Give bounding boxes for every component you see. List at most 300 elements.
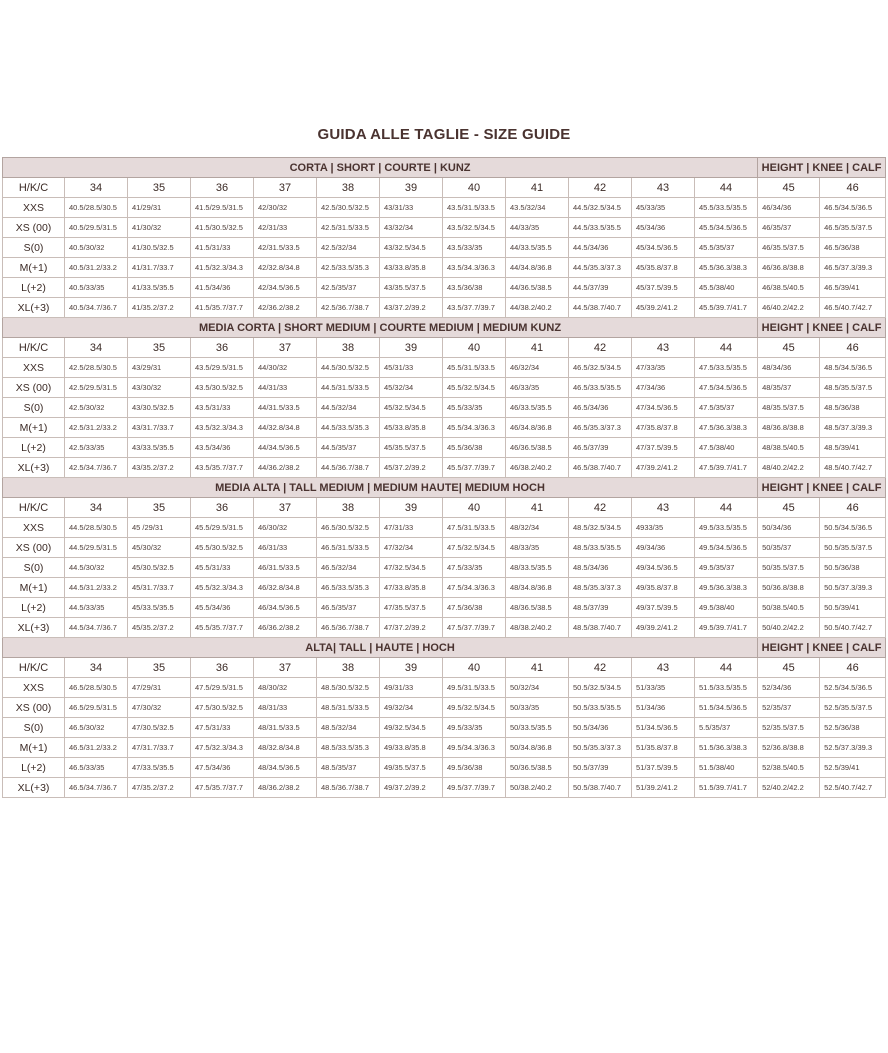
size-header: 41 xyxy=(506,178,569,198)
measurement-cell: 46/35/37 xyxy=(758,218,820,238)
table-row xyxy=(3,458,886,478)
measurement-cell: 40.5/28.5/30.5 xyxy=(65,198,128,218)
measurement-cell: 42.5/31.2/33.2 xyxy=(65,418,128,438)
measurement-cell: 44/33/35 xyxy=(506,218,569,238)
measurement-cell: 44/34.8/36.8 xyxy=(506,258,569,278)
measurement-cell: 41.5/30.5/32.5 xyxy=(191,218,254,238)
measurement-cell: 47/33.8/35.8 xyxy=(380,578,443,598)
measurement-cell: 40.5/30/32 xyxy=(65,238,128,258)
measurement-cell: 52/40.2/42.2 xyxy=(758,778,820,798)
measurement-cell: 43.5/32/34 xyxy=(506,198,569,218)
measurement-cell: 46/36.2/38.2 xyxy=(254,618,317,638)
measurement-cell: 50.5/37.3/39.3 xyxy=(820,578,886,598)
measurement-cell: 45/35.5/37.5 xyxy=(380,438,443,458)
size-header: 42 xyxy=(569,498,632,518)
measurement-cell: 49/34.5/36.5 xyxy=(632,558,695,578)
measurement-cell: 47.5/39.7/41.7 xyxy=(695,458,758,478)
measurement-cell: 44.5/28.5/30.5 xyxy=(65,518,128,538)
measurement-cell: 49/32.5/34.5 xyxy=(380,718,443,738)
table-row xyxy=(3,778,886,798)
measurement-cell: 41/30/32 xyxy=(128,218,191,238)
measurement-cell: 45/32.5/34.5 xyxy=(380,398,443,418)
measurement-cell: 48.5/35/37 xyxy=(317,758,380,778)
section-title: MEDIA ALTA | TALL MEDIUM | MEDIUM HAUTE| MEDIUM HOCH xyxy=(3,478,758,498)
measurement-cell: 51.5/33.5/35.5 xyxy=(695,678,758,698)
size-header: 35 xyxy=(128,658,191,678)
measurement-cell: 46.5/39/41 xyxy=(820,278,886,298)
measurement-cell: 46.5/38.7/40.7 xyxy=(569,458,632,478)
size-label: L(+2) xyxy=(3,758,65,778)
size-header: 45 xyxy=(758,658,820,678)
size-label: XS (00) xyxy=(3,698,65,718)
measurement-cell: 44.5/30.5/32.5 xyxy=(317,358,380,378)
measurement-cell: 43.5/36/38 xyxy=(443,278,506,298)
measurement-cell: 46/31.5/33.5 xyxy=(254,558,317,578)
measurement-cell: 48.5/39/41 xyxy=(820,438,886,458)
measurement-cell: 42.5/33/35 xyxy=(65,438,128,458)
measurement-cell: 51/33/35 xyxy=(632,678,695,698)
extra-sizes-header: HEIGHT | KNEE | CALF xyxy=(758,318,886,338)
row-header-label: H/K/C xyxy=(3,658,65,678)
measurement-cell: 49.5/32.5/34.5 xyxy=(443,698,506,718)
measurement-cell: 48/33/35 xyxy=(506,538,569,558)
measurement-cell: 47/33/35 xyxy=(632,358,695,378)
size-label: S(0) xyxy=(3,558,65,578)
measurement-cell: 45.5/38/40 xyxy=(695,278,758,298)
measurement-cell: 52.5/40.7/42.7 xyxy=(820,778,886,798)
size-label: S(0) xyxy=(3,398,65,418)
size-header: 37 xyxy=(254,658,317,678)
measurement-cell: 50.5/32.5/34.5 xyxy=(569,678,632,698)
measurement-cell: 45.5/31.5/33.5 xyxy=(443,358,506,378)
section-title: ALTA| TALL | HAUTE | HOCH xyxy=(3,638,758,658)
measurement-cell: 42/32.8/34.8 xyxy=(254,258,317,278)
measurement-cell: 51.5/39.7/41.7 xyxy=(695,778,758,798)
measurement-cell: 48.5/36/38 xyxy=(820,398,886,418)
size-header: 46 xyxy=(820,658,886,678)
measurement-cell: 41/31.7/33.7 xyxy=(128,258,191,278)
measurement-cell: 46.5/36/38 xyxy=(820,238,886,258)
measurement-cell: 47/33.5/35.5 xyxy=(128,758,191,778)
measurement-cell: 45/33.8/35.8 xyxy=(380,418,443,438)
measurement-cell: 44.5/36.7/38.7 xyxy=(317,458,380,478)
measurement-cell: 47.5/34.5/36.5 xyxy=(695,378,758,398)
measurement-cell: 50.5/35.3/37.3 xyxy=(569,738,632,758)
measurement-cell: 47/37.5/39.5 xyxy=(632,438,695,458)
measurement-cell: 48.5/30.5/32.5 xyxy=(317,678,380,698)
measurement-cell: 44/32.8/34.8 xyxy=(254,418,317,438)
size-label: XL(+3) xyxy=(3,778,65,798)
size-header: 34 xyxy=(65,498,128,518)
measurement-cell: 48.5/38.7/40.7 xyxy=(569,618,632,638)
size-header: 40 xyxy=(443,498,506,518)
measurement-cell: 42.5/30.5/32.5 xyxy=(317,198,380,218)
table-row xyxy=(3,758,886,778)
measurement-cell: 48/33.5/35.5 xyxy=(506,558,569,578)
measurement-cell: 49/34/36 xyxy=(632,538,695,558)
measurement-cell: 45.5/31/33 xyxy=(191,558,254,578)
measurement-cell: 46/34.8/36.8 xyxy=(506,418,569,438)
measurement-cell: 43/37.2/39.2 xyxy=(380,298,443,318)
measurement-cell: 45.5/33/35 xyxy=(443,398,506,418)
size-header: 42 xyxy=(569,338,632,358)
measurement-cell: 50/33.5/35.5 xyxy=(506,718,569,738)
measurement-cell: 46.5/33/35 xyxy=(65,758,128,778)
measurement-cell: 44.5/31.2/33.2 xyxy=(65,578,128,598)
measurement-cell: 45.5/35/37 xyxy=(695,238,758,258)
size-label: XXS xyxy=(3,518,65,538)
measurement-cell: 50/34.8/36.8 xyxy=(506,738,569,758)
measurement-cell: 44/36.2/38.2 xyxy=(254,458,317,478)
measurement-cell: 51.5/34.5/36.5 xyxy=(695,698,758,718)
table-row xyxy=(3,218,886,238)
measurement-cell: 48.5/34/36 xyxy=(569,558,632,578)
measurement-cell: 49.5/34.5/36.5 xyxy=(695,538,758,558)
measurement-cell: 48/32.8/34.8 xyxy=(254,738,317,758)
table-row xyxy=(3,238,886,258)
measurement-cell: 50/34/36 xyxy=(758,518,820,538)
measurement-cell: 52.5/37.3/39.3 xyxy=(820,738,886,758)
measurement-cell: 43/29/31 xyxy=(128,358,191,378)
measurement-cell: 46/38.2/40.2 xyxy=(506,458,569,478)
measurement-cell: 46.5/40.7/42.7 xyxy=(820,298,886,318)
size-header: 42 xyxy=(569,658,632,678)
measurement-cell: 46.5/33.5/35.5 xyxy=(569,378,632,398)
measurement-cell: 48/32/34 xyxy=(506,518,569,538)
measurement-cell: 48/35.5/37.5 xyxy=(758,398,820,418)
size-header: 46 xyxy=(820,498,886,518)
measurement-cell: 49.5/31.5/33.5 xyxy=(443,678,506,698)
measurement-cell: 50/35.5/37.5 xyxy=(758,558,820,578)
measurement-cell: 47.5/29.5/31.5 xyxy=(191,678,254,698)
measurement-cell: 47.5/34.3/36.3 xyxy=(443,578,506,598)
size-header-row xyxy=(3,658,886,678)
measurement-cell: 47/34.5/36.5 xyxy=(632,398,695,418)
measurement-cell: 45.5/34/36 xyxy=(191,598,254,618)
size-header: 45 xyxy=(758,178,820,198)
measurement-cell: 52.5/34.5/36.5 xyxy=(820,678,886,698)
extra-sizes-header: HEIGHT | KNEE | CALF xyxy=(758,478,886,498)
size-label: S(0) xyxy=(3,238,65,258)
measurement-cell: 47.5/30.5/32.5 xyxy=(191,698,254,718)
table-row xyxy=(3,518,886,538)
table-row xyxy=(3,418,886,438)
table-row xyxy=(3,358,886,378)
measurement-cell: 46.5/30.5/32.5 xyxy=(317,518,380,538)
measurement-cell: 48/36.5/38.5 xyxy=(506,598,569,618)
measurement-cell: 48.5/35.5/37.5 xyxy=(820,378,886,398)
size-label: L(+2) xyxy=(3,598,65,618)
measurement-cell: 45.5/39.7/41.7 xyxy=(695,298,758,318)
measurement-cell: 49/37.5/39.5 xyxy=(632,598,695,618)
size-header: 39 xyxy=(380,658,443,678)
size-header: 39 xyxy=(380,178,443,198)
measurement-cell: 41/35.2/37.2 xyxy=(128,298,191,318)
measurement-cell: 43.5/32.3/34.3 xyxy=(191,418,254,438)
measurement-cell: 50.5/36/38 xyxy=(820,558,886,578)
measurement-cell: 46.5/35/37 xyxy=(317,598,380,618)
size-header: 41 xyxy=(506,658,569,678)
measurement-cell: 45/30/32 xyxy=(128,538,191,558)
measurement-cell: 48/40.2/42.2 xyxy=(758,458,820,478)
measurement-cell: 46.5/34.5/36.5 xyxy=(820,198,886,218)
measurement-cell: 46.5/31.2/33.2 xyxy=(65,738,128,758)
measurement-cell: 44.5/37/39 xyxy=(569,278,632,298)
measurement-cell: 47.5/34/36 xyxy=(191,758,254,778)
measurement-cell: 43.5/31.5/33.5 xyxy=(443,198,506,218)
measurement-cell: 51/34/36 xyxy=(632,698,695,718)
measurement-cell: 47.5/32.3/34.3 xyxy=(191,738,254,758)
measurement-cell: 43/32.5/34.5 xyxy=(380,238,443,258)
measurement-cell: 43/30.5/32.5 xyxy=(128,398,191,418)
measurement-cell: 42.5/32/34 xyxy=(317,238,380,258)
table-row xyxy=(3,698,886,718)
table-row xyxy=(3,558,886,578)
measurement-cell: 47.5/35/37 xyxy=(695,398,758,418)
measurement-cell: 52/34/36 xyxy=(758,678,820,698)
measurement-cell: 45.5/32.5/34.5 xyxy=(443,378,506,398)
measurement-cell: 49.5/33/35 xyxy=(443,718,506,738)
section-band xyxy=(3,158,886,178)
measurement-cell: 45/30.5/32.5 xyxy=(128,558,191,578)
measurement-cell: 41.5/32.3/34.3 xyxy=(191,258,254,278)
measurement-cell: 49/31/33 xyxy=(380,678,443,698)
measurement-cell: 49.5/36.3/38.3 xyxy=(695,578,758,598)
size-header: 41 xyxy=(506,338,569,358)
extra-sizes-header: HEIGHT | KNEE | CALF xyxy=(758,638,886,658)
measurement-cell: 43/35.5/37.5 xyxy=(380,278,443,298)
measurement-cell: 46.5/33.5/35.3 xyxy=(317,578,380,598)
measurement-cell: 45/31.7/33.7 xyxy=(128,578,191,598)
measurement-cell: 42/36.2/38.2 xyxy=(254,298,317,318)
size-label: XS (00) xyxy=(3,378,65,398)
measurement-cell: 46/32.8/34.8 xyxy=(254,578,317,598)
measurement-cell: 41/33.5/35.5 xyxy=(128,278,191,298)
measurement-cell: 44/38.2/40.2 xyxy=(506,298,569,318)
measurement-cell: 52.5/36/38 xyxy=(820,718,886,738)
measurement-cell: 46/34/36 xyxy=(758,198,820,218)
measurement-cell: 51/39.2/41.2 xyxy=(632,778,695,798)
measurement-cell: 44.5/31.5/33.5 xyxy=(317,378,380,398)
measurement-cell: 46/33.5/35.5 xyxy=(506,398,569,418)
size-header-row xyxy=(3,338,886,358)
measurement-cell: 47.5/32.5/34.5 xyxy=(443,538,506,558)
measurement-cell: 45.5/30.5/32.5 xyxy=(191,538,254,558)
table-row xyxy=(3,738,886,758)
measurement-cell: 49/33.8/35.8 xyxy=(380,738,443,758)
measurement-cell: 47/29/31 xyxy=(128,678,191,698)
size-header: 39 xyxy=(380,498,443,518)
measurement-cell: 49/32/34 xyxy=(380,698,443,718)
measurement-cell: 44.5/33/35 xyxy=(65,598,128,618)
measurement-cell: 45.5/34.3/36.3 xyxy=(443,418,506,438)
measurement-cell: 41.5/34/36 xyxy=(191,278,254,298)
measurement-cell: 44/31.5/33.5 xyxy=(254,398,317,418)
measurement-cell: 46/35.5/37.5 xyxy=(758,238,820,258)
measurement-cell: 51.5/36.3/38.3 xyxy=(695,738,758,758)
measurement-cell: 46.5/30/32 xyxy=(65,718,128,738)
measurement-cell: 50.5/39/41 xyxy=(820,598,886,618)
measurement-cell: 42.5/31.5/33.5 xyxy=(317,218,380,238)
measurement-cell: 48.5/37.3/39.3 xyxy=(820,418,886,438)
measurement-cell: 44.5/34.7/36.7 xyxy=(65,618,128,638)
measurement-cell: 45/35.8/37.8 xyxy=(632,258,695,278)
size-header: 46 xyxy=(820,338,886,358)
table-row xyxy=(3,258,886,278)
size-label: M(+1) xyxy=(3,418,65,438)
size-label: XXS xyxy=(3,678,65,698)
measurement-cell: 43.5/30.5/32.5 xyxy=(191,378,254,398)
section-title: MEDIA CORTA | SHORT MEDIUM | COURTE MEDIUM | MEDIUM KUNZ xyxy=(3,318,758,338)
measurement-cell: 50.5/37/39 xyxy=(569,758,632,778)
size-label: XXS xyxy=(3,198,65,218)
measurement-cell: 48.5/31.5/33.5 xyxy=(317,698,380,718)
measurement-cell: 52/36.8/38.8 xyxy=(758,738,820,758)
measurement-cell: 47.5/38/40 xyxy=(695,438,758,458)
measurement-cell: 45/34.5/36.5 xyxy=(632,238,695,258)
measurement-cell: 48.5/33.5/35.3 xyxy=(317,738,380,758)
measurement-cell: 44.5/33.5/35.3 xyxy=(317,418,380,438)
measurement-cell: 50.5/35.5/37.5 xyxy=(820,538,886,558)
measurement-cell: 45/37.2/39.2 xyxy=(380,458,443,478)
measurement-cell: 43.5/37.7/39.7 xyxy=(443,298,506,318)
size-header: 36 xyxy=(191,498,254,518)
measurement-cell: 44.5/35/37 xyxy=(317,438,380,458)
measurement-cell: 52/35/37 xyxy=(758,698,820,718)
measurement-cell: 46/33/35 xyxy=(506,378,569,398)
size-header: 40 xyxy=(443,178,506,198)
measurement-cell: 45 /29/31 xyxy=(128,518,191,538)
size-header: 41 xyxy=(506,498,569,518)
extra-sizes-header: HEIGHT | KNEE | CALF xyxy=(758,158,886,178)
measurement-cell: 48/36.2/38.2 xyxy=(254,778,317,798)
size-header: 38 xyxy=(317,658,380,678)
measurement-cell: 45.5/34.5/36.5 xyxy=(695,218,758,238)
measurement-cell: 48/30/32 xyxy=(254,678,317,698)
size-header: 39 xyxy=(380,338,443,358)
size-header: 44 xyxy=(695,658,758,678)
size-header: 37 xyxy=(254,498,317,518)
size-header: 43 xyxy=(632,658,695,678)
measurement-cell: 47.5/31/33 xyxy=(191,718,254,738)
measurement-cell: 44.5/29.5/31.5 xyxy=(65,538,128,558)
measurement-cell: 45/33/35 xyxy=(632,198,695,218)
size-header: 45 xyxy=(758,498,820,518)
measurement-cell: 48.5/32/34 xyxy=(317,718,380,738)
measurement-cell: 51/35.8/37.8 xyxy=(632,738,695,758)
measurement-cell: 45/31/33 xyxy=(380,358,443,378)
measurement-cell: 47/30/32 xyxy=(128,698,191,718)
size-label: XL(+3) xyxy=(3,618,65,638)
size-header: 45 xyxy=(758,338,820,358)
measurement-cell: 50/36.5/38.5 xyxy=(506,758,569,778)
size-header: 40 xyxy=(443,338,506,358)
measurement-cell: 48.5/34.5/36.5 xyxy=(820,358,886,378)
size-header: 37 xyxy=(254,178,317,198)
measurement-cell: 4933/35 xyxy=(632,518,695,538)
measurement-cell: 47/31.7/33.7 xyxy=(128,738,191,758)
measurement-cell: 41.5/35.7/37.7 xyxy=(191,298,254,318)
measurement-cell: 48.5/37/39 xyxy=(569,598,632,618)
measurement-cell: 48.5/36.7/38.7 xyxy=(317,778,380,798)
table-row xyxy=(3,578,886,598)
measurement-cell: 42/30/32 xyxy=(254,198,317,218)
measurement-cell: 47/32/34 xyxy=(380,538,443,558)
measurement-cell: 50.5/34/36 xyxy=(569,718,632,738)
measurement-cell: 42/31.5/33.5 xyxy=(254,238,317,258)
measurement-cell: 48/38.2/40.2 xyxy=(506,618,569,638)
measurement-cell: 52.5/35.5/37.5 xyxy=(820,698,886,718)
measurement-cell: 48.5/32.5/34.5 xyxy=(569,518,632,538)
measurement-cell: 48/35/37 xyxy=(758,378,820,398)
measurement-cell: 47.5/31.5/33.5 xyxy=(443,518,506,538)
table-row xyxy=(3,678,886,698)
measurement-cell: 50/36.8/38.8 xyxy=(758,578,820,598)
measurement-cell: 49.5/33.5/35.5 xyxy=(695,518,758,538)
measurement-cell: 42.5/34.7/36.7 xyxy=(65,458,128,478)
measurement-cell: 49.5/34.3/36.3 xyxy=(443,738,506,758)
size-header: 35 xyxy=(128,498,191,518)
measurement-cell: 48/34.5/36.5 xyxy=(254,758,317,778)
size-label: XS (00) xyxy=(3,538,65,558)
size-label: XL(+3) xyxy=(3,458,65,478)
table-row xyxy=(3,378,886,398)
measurement-cell: 46/38.5/40.5 xyxy=(758,278,820,298)
table-row xyxy=(3,198,886,218)
measurement-cell: 47.5/36/38 xyxy=(443,598,506,618)
measurement-cell: 40.5/33/35 xyxy=(65,278,128,298)
size-label: XL(+3) xyxy=(3,298,65,318)
measurement-cell: 43/35.2/37.2 xyxy=(128,458,191,478)
table-row xyxy=(3,398,886,418)
measurement-cell: 46.5/32.5/34.5 xyxy=(569,358,632,378)
row-header-label: H/K/C xyxy=(3,498,65,518)
measurement-cell: 40.5/31.2/33.2 xyxy=(65,258,128,278)
table-row xyxy=(3,598,886,618)
measurement-cell: 45/37.5/39.5 xyxy=(632,278,695,298)
measurement-cell: 42.5/35/37 xyxy=(317,278,380,298)
table-row xyxy=(3,278,886,298)
measurement-cell: 43.5/33/35 xyxy=(443,238,506,258)
measurement-cell: 44.5/30/32 xyxy=(65,558,128,578)
measurement-cell: 47/31/33 xyxy=(380,518,443,538)
measurement-cell: 43.5/31/33 xyxy=(191,398,254,418)
measurement-cell: 41/30.5/32.5 xyxy=(128,238,191,258)
size-header: 40 xyxy=(443,658,506,678)
measurement-cell: 49.5/35/37 xyxy=(695,558,758,578)
measurement-cell: 42.5/30/32 xyxy=(65,398,128,418)
measurement-cell: 40.5/34.7/36.7 xyxy=(65,298,128,318)
size-header: 42 xyxy=(569,178,632,198)
measurement-cell: 47/30.5/32.5 xyxy=(128,718,191,738)
section-band xyxy=(3,318,886,338)
measurement-cell: 45/39.2/41.2 xyxy=(632,298,695,318)
measurement-cell: 42.5/28.5/30.5 xyxy=(65,358,128,378)
measurement-cell: 44/34.5/36.5 xyxy=(254,438,317,458)
measurement-cell: 50.5/40.7/42.7 xyxy=(820,618,886,638)
size-label: S(0) xyxy=(3,718,65,738)
size-label: L(+2) xyxy=(3,278,65,298)
measurement-cell: 45/33.5/35.5 xyxy=(128,598,191,618)
section-band xyxy=(3,478,886,498)
size-header: 38 xyxy=(317,498,380,518)
size-header: 44 xyxy=(695,178,758,198)
measurement-cell: 46/34.5/36.5 xyxy=(254,598,317,618)
section-title: CORTA | SHORT | COURTE | KUNZ xyxy=(3,158,758,178)
measurement-cell: 41/29/31 xyxy=(128,198,191,218)
size-label: L(+2) xyxy=(3,438,65,458)
size-header-row xyxy=(3,498,886,518)
